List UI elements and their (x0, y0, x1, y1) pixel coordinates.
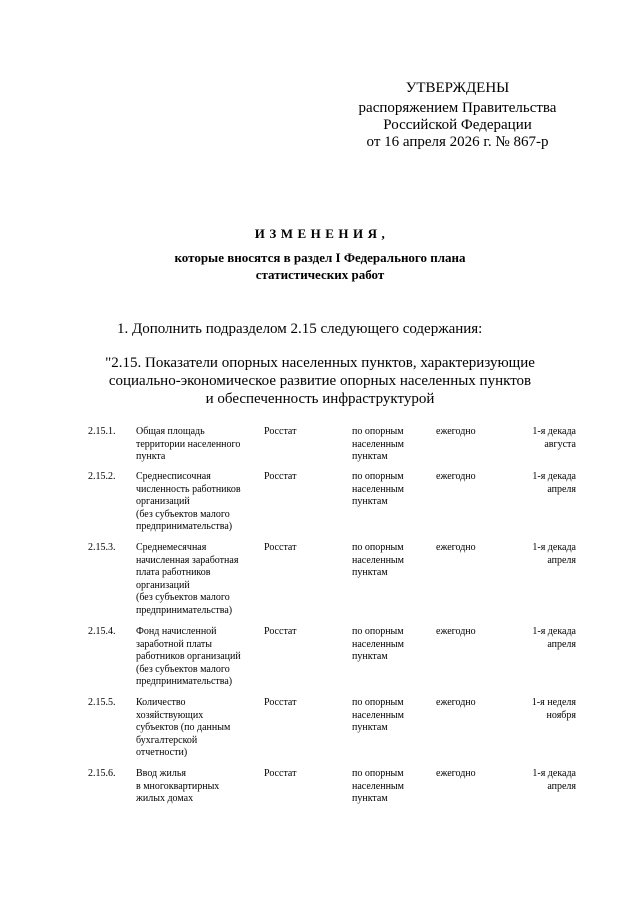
source-agency: Росстат (264, 697, 297, 708)
source-agency: Росстат (264, 426, 297, 437)
source-agency: Росстат (264, 471, 297, 482)
name-line: предпринимательства) (136, 676, 233, 687)
level-line: пунктам (352, 722, 388, 733)
due-date (486, 626, 576, 651)
name-line: (без субъектов малого (136, 663, 230, 675)
detail-level (352, 471, 422, 509)
level-line: населенным (352, 780, 404, 792)
name-line: субъектов (по данным (136, 722, 231, 733)
level-line: по опорным (352, 697, 404, 708)
name-line: Среднемесячная (136, 542, 207, 553)
level-line: пунктам (352, 567, 388, 578)
row-number: 2.15.6. (88, 768, 116, 779)
periodicity: ежегодно (436, 697, 476, 708)
name-line: (без субъектов малого (136, 592, 230, 603)
level-line: по опорным (352, 471, 404, 482)
row-number: 2.15.4. (88, 626, 116, 637)
name-line: плата работников (136, 567, 211, 578)
name-line: жилых домах (136, 793, 194, 804)
due-date (486, 426, 576, 451)
level-line: по опорным (352, 426, 404, 437)
paragraph-1: 1. Дополнить подразделом 2.15 следующего содержания: (117, 321, 483, 337)
level-line: пунктам (352, 496, 388, 507)
level-line: по опорным (352, 626, 404, 637)
due-date (486, 542, 576, 567)
name-line: пункта (136, 451, 166, 462)
source-agency: Росстат (264, 626, 297, 637)
name-line: организаций (136, 496, 190, 507)
name-line: бухгалтерской (136, 734, 198, 746)
due-line: апреля (547, 554, 576, 566)
due-line: августа (544, 438, 576, 450)
name-line: Фонд начисленной (136, 626, 217, 637)
name-line: (без субъектов малого (136, 508, 230, 520)
name-line: отчетности) (136, 747, 188, 758)
approval-heading: УТВЕРЖДЕНЫ (405, 80, 510, 96)
name-line: организаций (136, 579, 190, 591)
due-line: 1-я декада (532, 542, 576, 553)
level-line: по опорным (352, 768, 404, 779)
subtitle-line-1: которые вносятся в раздел I Федерального плана (174, 250, 466, 265)
row-number: 2.15.1. (88, 426, 116, 437)
periodicity: ежегодно (436, 768, 476, 779)
row-number: 2.15.3. (88, 542, 116, 553)
due-date (486, 697, 576, 722)
section-heading-line-1: "2.15. Показатели опорных населенных пунктов, характеризующие (105, 355, 535, 371)
level-line: населенным (352, 709, 404, 721)
due-line: 1-я декада (532, 471, 576, 482)
name-line: заработной платы (136, 638, 212, 650)
periodicity: ежегодно (436, 426, 476, 437)
row-number: 2.15.5. (88, 697, 116, 708)
due-date (486, 471, 576, 496)
section-heading-line-2: социально-экономическое развитие опорных населенных пунктов (108, 373, 532, 389)
detail-level (352, 768, 422, 806)
approval-line-3: от 16 апреля 2026 г. № 867-р (366, 134, 549, 150)
level-line: населенным (352, 483, 404, 495)
indicator-name (136, 768, 256, 806)
level-line: населенным (352, 638, 404, 650)
approval-line-2: Российской Федерации (383, 117, 532, 133)
name-line: предпринимательства) (136, 521, 233, 532)
name-line: Количество (136, 697, 186, 708)
name-line: работников организаций (136, 651, 241, 662)
row-number: 2.15.2. (88, 471, 116, 482)
due-line: апреля (547, 638, 576, 650)
due-line: апреля (547, 483, 576, 495)
detail-level (352, 542, 422, 580)
due-line: ноября (546, 709, 576, 721)
level-line: по опорным (352, 542, 404, 553)
name-line: Общая площадь (136, 426, 205, 437)
level-line: пунктам (352, 793, 388, 804)
due-line: 1-я декада (532, 426, 576, 437)
name-line: Ввод жилья (136, 768, 187, 779)
name-line: хозяйствующих (136, 709, 204, 721)
subtitle-line-2: статистических работ (255, 267, 385, 282)
periodicity: ежегодно (436, 542, 476, 553)
level-line: населенным (352, 554, 404, 566)
indicator-name (136, 471, 256, 534)
level-line: пунктам (352, 451, 388, 462)
approval-line-1: распоряжением Правительства (358, 100, 557, 116)
indicator-name (136, 426, 256, 464)
document-title: ИЗМЕНЕНИЯ, (254, 226, 390, 241)
detail-level (352, 626, 422, 664)
due-line: 1-я декада (532, 768, 576, 779)
periodicity: ежегодно (436, 626, 476, 637)
due-line: 1-я неделя (531, 697, 576, 708)
due-line: 1-я декада (532, 626, 576, 637)
indicator-name (136, 697, 256, 760)
level-line: пунктам (352, 651, 388, 662)
name-line: предпринимательства) (136, 604, 233, 616)
detail-level (352, 697, 422, 735)
level-line: населенным (352, 438, 404, 450)
indicator-name (136, 626, 256, 689)
name-line: в многоквартирных (136, 780, 220, 792)
periodicity: ежегодно (436, 471, 476, 482)
name-line: начисленная заработная (136, 554, 239, 566)
source-agency: Росстат (264, 542, 297, 553)
name-line: территории населенного (136, 438, 241, 450)
indicator-name (136, 542, 256, 617)
source-agency: Росстат (264, 768, 297, 779)
name-line: численность работников (136, 483, 241, 495)
name-line: Среднесписочная (136, 471, 211, 482)
section-heading-line-3: и обеспеченность инфраструктурой (205, 391, 435, 407)
due-date (486, 768, 576, 793)
detail-level (352, 426, 422, 464)
due-line: апреля (547, 780, 576, 792)
